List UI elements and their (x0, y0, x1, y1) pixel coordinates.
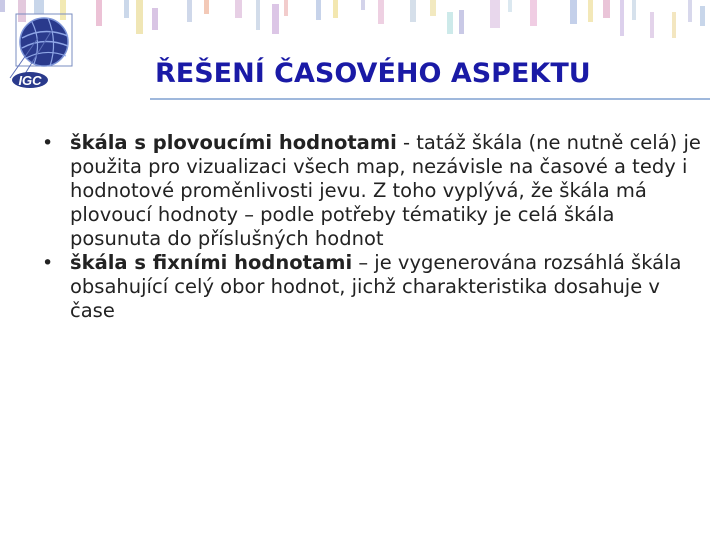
bullet-dot-icon: • (42, 132, 54, 154)
logo-text: IGC (18, 73, 42, 88)
bullet-dot-icon: • (42, 252, 54, 274)
bullet-text: - tatáž škála (ne nutně celá) je použita pro vizualizaci všech map, nezávisle na časové a tedy i hodnotové proměnlivosti jevu. Z toho vyplývá, že škála má plovoucí hodnoty – podle potřeby tématiky je celá škála posunuta do příslušných hodnot (70, 131, 701, 250)
igc-globe-logo-icon (8, 8, 88, 92)
slide-title: ŘEŠENÍ ČASOVÉHO ASPEKTU (155, 58, 591, 89)
bullet-list (42, 131, 702, 323)
title-underline (150, 98, 710, 100)
bullet-fixed-scale (42, 251, 702, 323)
bullet-floating-scale (42, 131, 702, 251)
bullet-term: škála s plovoucími hodnotami (70, 131, 397, 154)
bullet-text: – je vygenerována rozsáhlá škála obsahující celý obor hodnot, jichž charakteristika dosahuje v čase (70, 251, 682, 322)
bullet-term: škála s fixními hodnotami (70, 251, 353, 274)
